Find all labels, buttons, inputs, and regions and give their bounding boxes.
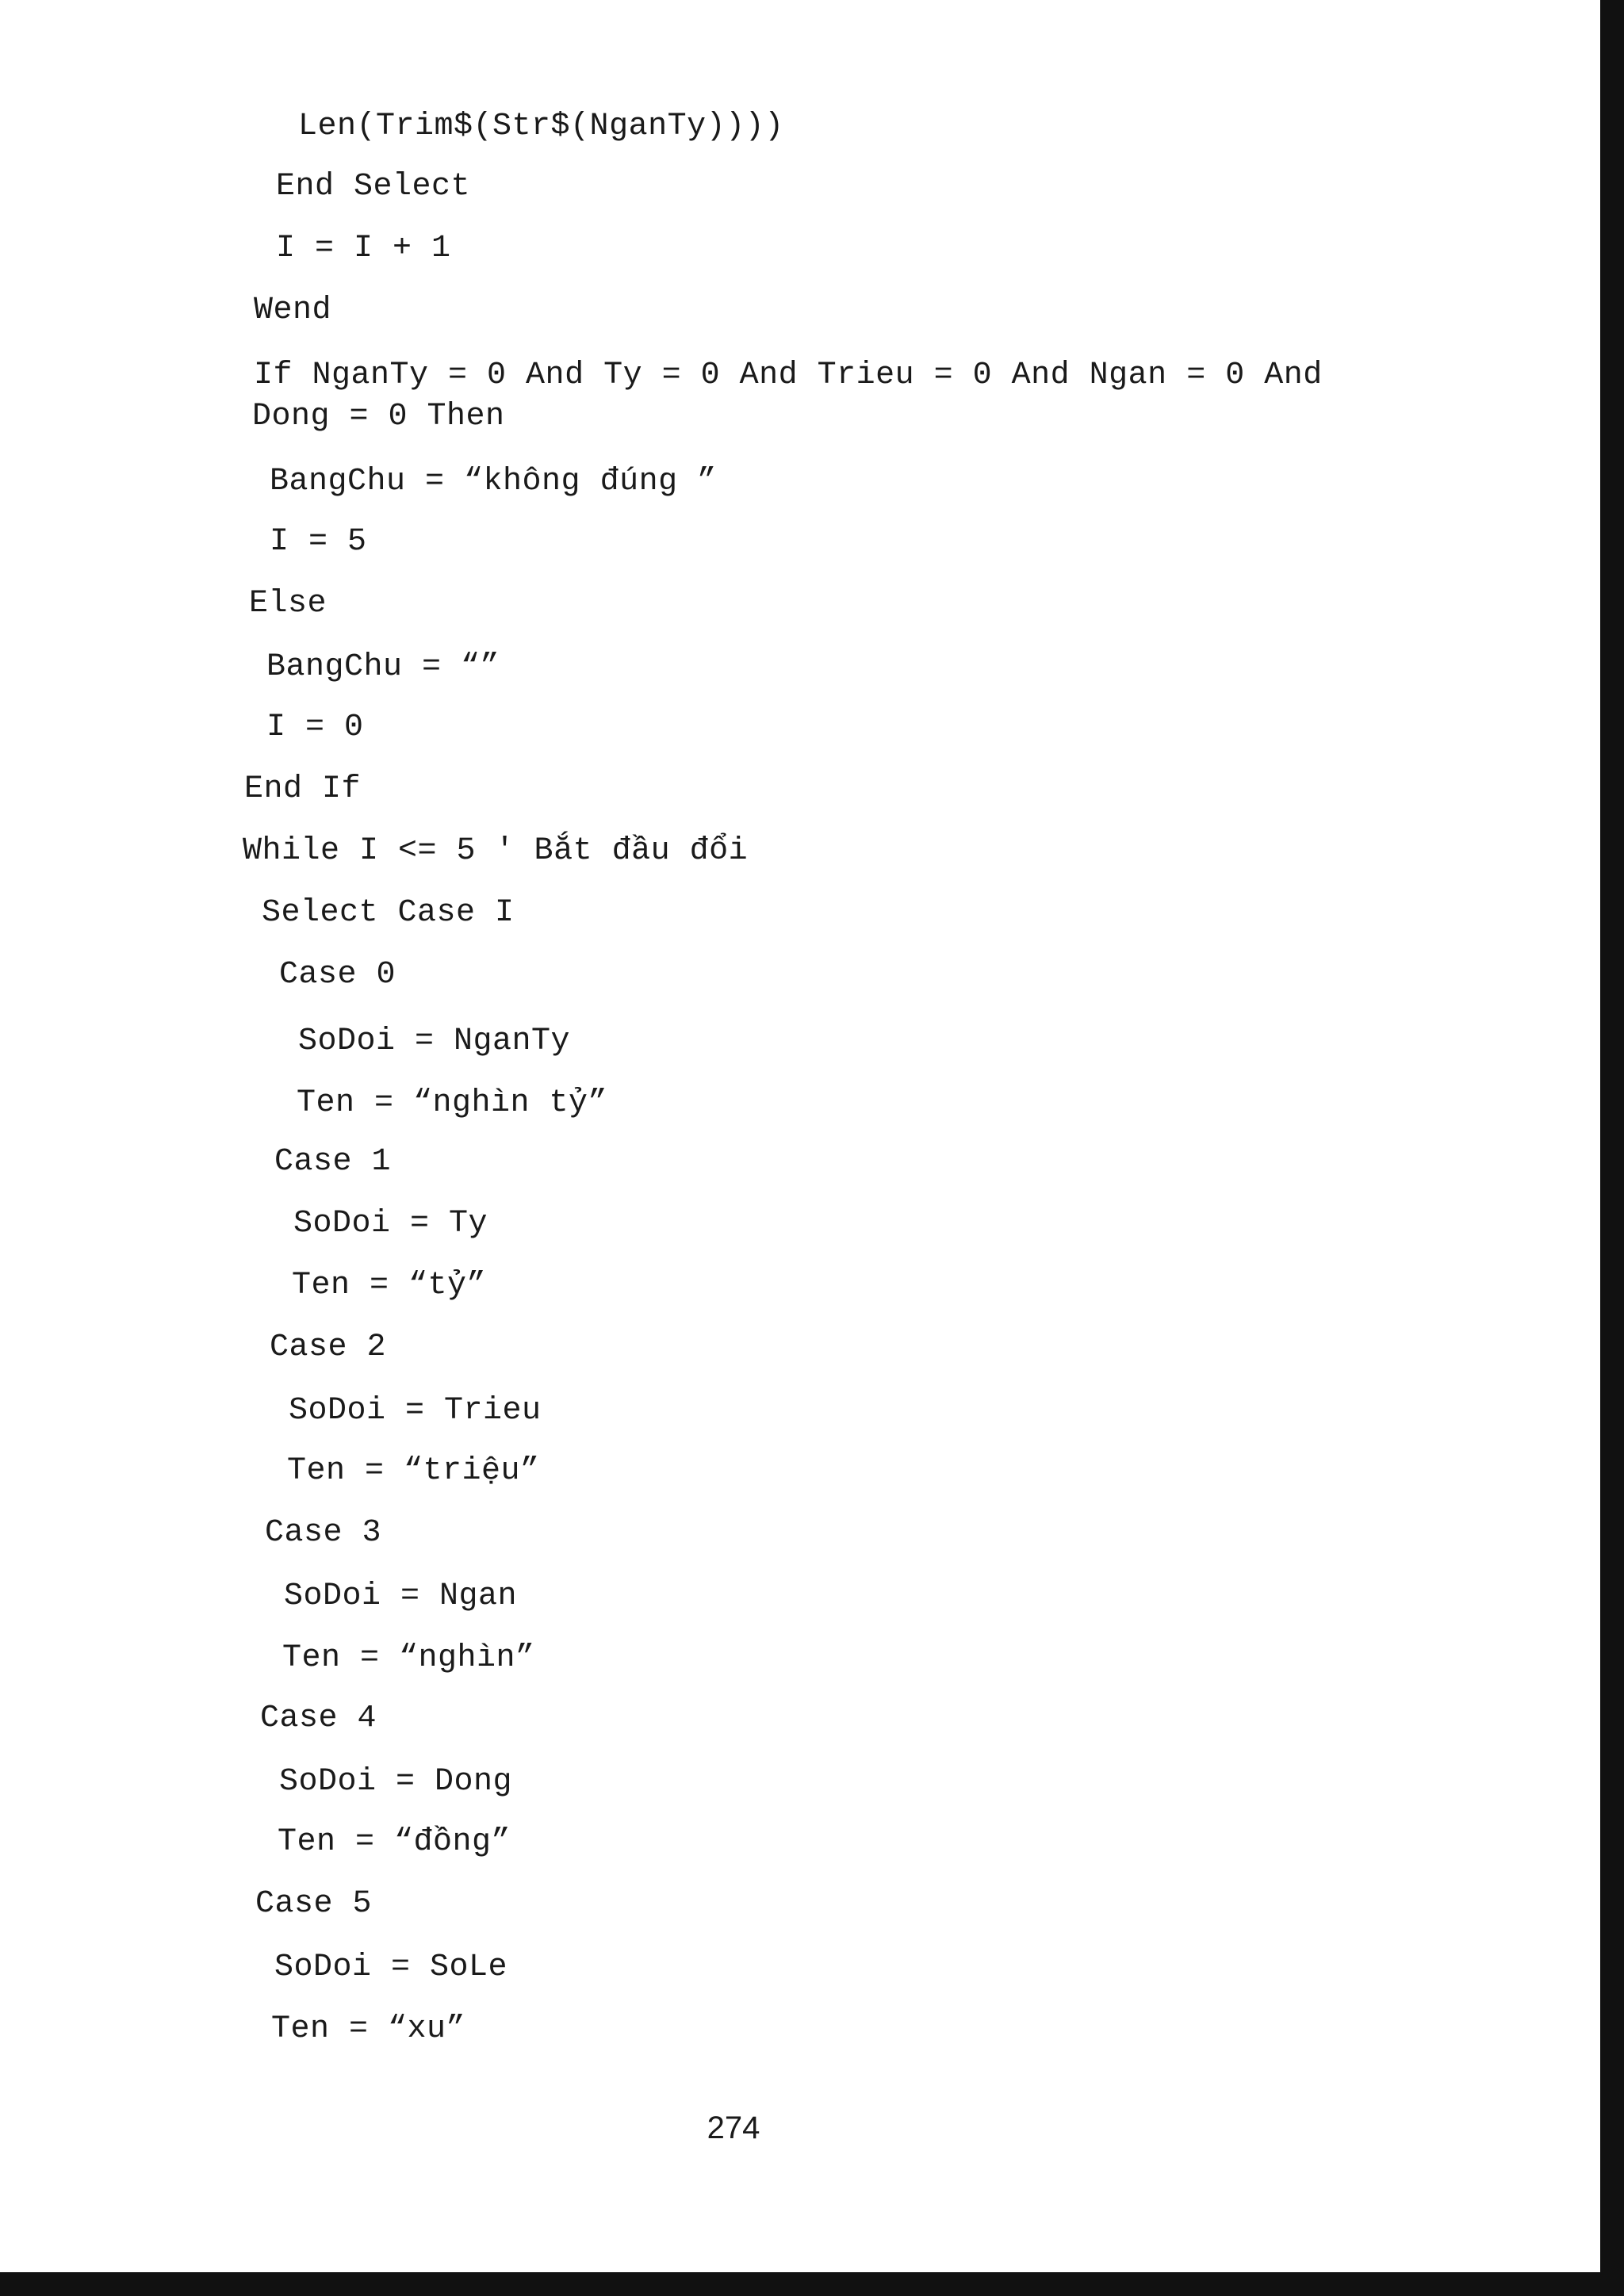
- code-line: SoDoi = Ngan: [284, 1578, 518, 1614]
- code-line: End Select: [276, 169, 471, 205]
- scan-edge-bottom: [0, 2272, 1624, 2296]
- code-line: Wend: [254, 293, 332, 328]
- code-line: SoDoi = Ty: [293, 1206, 488, 1242]
- code-line: Case 2: [270, 1330, 387, 1365]
- code-line: Len(Trim$(Str$(NganTy)))): [298, 109, 784, 144]
- code-line: Ten = “xu”: [271, 2011, 466, 2047]
- code-line: End If: [244, 771, 362, 807]
- scan-edge-right: [1600, 0, 1624, 2296]
- code-line: SoDoi = SoLe: [274, 1950, 508, 1985]
- code-line: Case 1: [274, 1144, 392, 1180]
- code-line: BangChu = “”: [266, 649, 500, 685]
- code-line: Ten = “đồng”: [278, 1824, 511, 1860]
- code-line: Case 5: [255, 1886, 373, 1922]
- code-line: Select Case I: [262, 895, 515, 931]
- code-line: While I <= 5 ' Bắt đầu đổi: [243, 833, 749, 869]
- code-line: Else: [249, 586, 327, 622]
- code-line: Ten = “triệu”: [287, 1453, 540, 1489]
- page-number: 274: [707, 2110, 760, 2145]
- code-line: Ten = “nghìn”: [282, 1640, 535, 1676]
- code-line: Case 4: [260, 1701, 377, 1736]
- code-line: I = I + 1: [276, 231, 451, 266]
- code-line: I = 0: [266, 710, 364, 745]
- code-line: Ten = “nghìn tỷ”: [297, 1085, 608, 1121]
- code-line: Case 0: [279, 957, 396, 993]
- code-line: Ten = “tỷ”: [292, 1268, 487, 1303]
- code-line: SoDoi = NganTy: [298, 1024, 571, 1059]
- code-line: I = 5: [270, 524, 367, 560]
- code-line: Case 3: [265, 1515, 382, 1551]
- code-line: SoDoi = Trieu: [289, 1393, 542, 1429]
- code-line: If NganTy = 0 And Ty = 0 And Trieu = 0 And Ngan = 0 And: [254, 358, 1323, 393]
- code-line: BangChu = “không đúng ”: [270, 464, 717, 499]
- code-line: SoDoi = Dong: [279, 1764, 513, 1800]
- code-line: Dong = 0 Then: [252, 399, 505, 434]
